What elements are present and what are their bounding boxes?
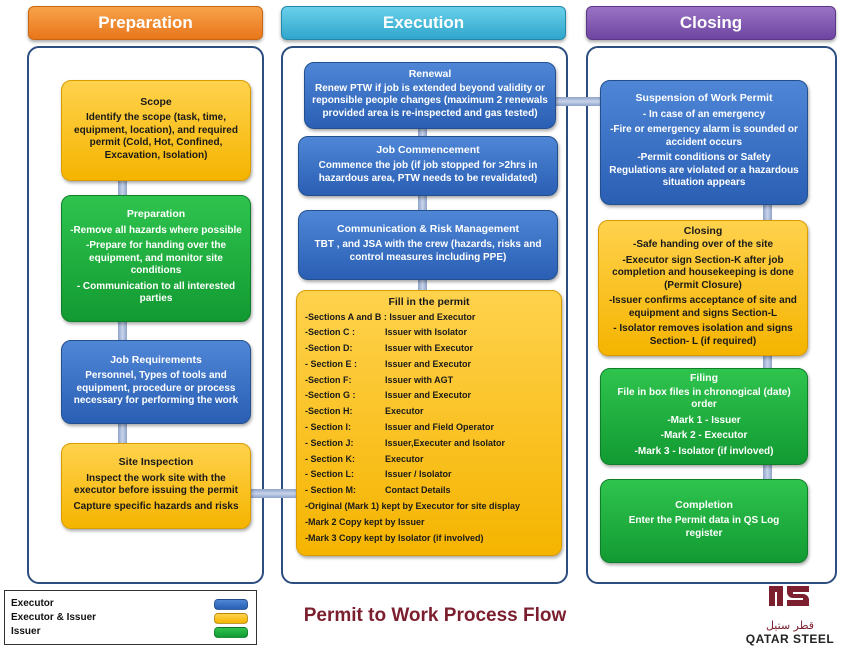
permit-section-row xyxy=(305,325,553,341)
permit-section-row xyxy=(305,341,553,357)
logo-arabic-text: قطر ستيل xyxy=(765,619,815,632)
scope-box xyxy=(61,80,251,181)
permit-section-list xyxy=(305,310,553,500)
permit-section-row xyxy=(305,310,553,326)
job-requirements-text: Personnel, Types of tools and equipment, procedure or process necessary for performing the work xyxy=(73,370,239,406)
closing-line: -Executor sign Section-K after job completion and housekeeping is done (Permit Closure) xyxy=(612,254,794,291)
filing-line: -Mark 3 - Isolator (if invloved) xyxy=(634,445,774,457)
scope-title: Scope xyxy=(140,95,172,108)
preparation-header: Preparation xyxy=(28,6,263,40)
permit-section-owner: Executor xyxy=(385,406,424,417)
permit-section-owner: Issuer,Executer and Isolator xyxy=(385,437,506,448)
permit-section-label: - Section J: xyxy=(305,437,354,448)
suspension-line: - In case of an emergency xyxy=(642,108,766,120)
permit-section-label: - Section I: xyxy=(305,422,352,433)
permit-section-owner: Issuer and Executor xyxy=(385,390,472,401)
closing-line: -Safe handing over of the site xyxy=(632,239,774,251)
permit-section-owner: Contact Details xyxy=(385,485,451,496)
permit-section-owner: Issuer / Isolator xyxy=(385,469,452,480)
completion-title: Completion xyxy=(675,498,733,511)
site-inspection-title: Site Inspection xyxy=(118,456,194,468)
closing-title: Closing xyxy=(683,224,723,237)
job-requirements-title: Job Requirements xyxy=(110,353,202,366)
filing-box xyxy=(600,368,808,465)
job-requirements-box xyxy=(61,340,251,424)
permit-copy-note: -Original (Mark 1) kept by Executor for site display xyxy=(305,501,521,512)
preparation-line: -Remove all hazards where possible xyxy=(70,224,242,236)
permit-section-row xyxy=(305,357,553,373)
permit-section-owner: Issuer and Field Operator xyxy=(385,422,495,433)
fill-permit-title: Fill in the permit xyxy=(388,296,470,308)
communication-risk-box xyxy=(298,210,558,280)
permit-section-owner: Issuer and Executor xyxy=(385,358,472,369)
renewal-text: Renew PTW if job is extended beyond validity or reponsible people changes (maximum 2 renewals provided area is re-inspected and gas tested) xyxy=(312,82,548,119)
suspension-box xyxy=(600,80,808,205)
suspension-line: -Permit conditions or Safety Regulations are violated or a hazardous situation appears xyxy=(609,152,799,189)
renewal-box xyxy=(304,62,556,129)
preparation-box xyxy=(61,195,251,322)
permit-section-row xyxy=(305,420,553,436)
site-inspection-box xyxy=(61,443,251,529)
site-inspection-line: Inspect the work site with the executor before issuing the permit xyxy=(74,472,238,496)
completion-text: Enter the Permit data in QS Log register xyxy=(628,515,780,539)
permit-section-label: -Section D: xyxy=(305,343,353,354)
job-commencement-box xyxy=(298,136,558,196)
permit-section-label: -Section G : xyxy=(305,390,356,401)
communication-risk-title: Communication & Risk Management xyxy=(336,222,520,235)
legend-label-issuer: Issuer xyxy=(11,626,41,637)
permit-section-label: -Section H: xyxy=(305,406,353,417)
permit-section-label: -Section C : xyxy=(305,327,356,338)
fill-permit-box xyxy=(296,290,562,556)
permit-copy-note: -Mark 3 Copy kept by Isolator (if involved) xyxy=(305,532,484,543)
filing-line: -Mark 1 - Issuer xyxy=(667,414,741,426)
permit-section-row xyxy=(305,436,553,452)
legend-label-executor-issuer: Executor & Issuer xyxy=(11,612,97,623)
closing-line: -Issuer confirms acceptance of site and equipment and signs Section-L xyxy=(609,295,797,319)
permit-section-label: - Section L: xyxy=(305,469,354,480)
permit-section-label: - Section M: xyxy=(305,485,356,496)
permit-section-row xyxy=(305,483,553,499)
permit-section-owner: Issuer with AGT xyxy=(385,374,454,385)
closing-header: Closing xyxy=(586,6,836,40)
preparation-line: - Communication to all interested parties xyxy=(76,280,236,305)
completion-box xyxy=(600,479,808,563)
renewal-title: Renewal xyxy=(408,68,452,80)
permit-section-row xyxy=(305,404,553,420)
closing-line: - Isolator removes isolation and signs Section- L (if required) xyxy=(613,323,793,347)
permit-section-row xyxy=(305,452,553,468)
permit-section-owner: Issuer with Isolator xyxy=(385,327,468,338)
legend-swatch-executor-issuer xyxy=(214,613,248,624)
filing-title: Filing xyxy=(690,372,718,384)
permit-section-owner: Executor xyxy=(385,453,424,464)
preparation-line: -Prepare for handing over the equipment, and monitor site conditions xyxy=(85,240,227,277)
permit-section-label: - Section E : xyxy=(305,358,358,369)
execution-header: Execution xyxy=(281,6,566,40)
qatar-steel-logo xyxy=(735,584,845,646)
permit-section-row xyxy=(305,467,553,483)
closing-box xyxy=(598,220,808,356)
logo-mark-icon xyxy=(735,584,845,614)
permit-copy-note: -Mark 2 Copy kept by Issuer xyxy=(305,516,425,527)
site-inspection-line: Capture specific hazards and risks xyxy=(73,500,239,512)
exec-to-closing-connector xyxy=(555,97,605,106)
legend xyxy=(4,590,257,645)
permit-section-row xyxy=(305,388,553,404)
permit-section-owner: Issuer and Executor xyxy=(389,311,476,322)
legend-swatch-issuer xyxy=(214,627,248,638)
legend-label-executor: Executor xyxy=(11,598,54,609)
filing-line: File in box files in chronogical (date) order xyxy=(617,386,791,410)
filing-line: -Mark 2 - Executor xyxy=(660,430,748,441)
suspension-title: Suspension of Work Permit xyxy=(635,92,773,105)
permit-section-label: -Sections A and B : xyxy=(305,311,387,322)
communication-risk-text: TBT , and JSA with the crew (hazards, risks and control measures including PPE) xyxy=(314,239,542,263)
job-commencement-text: Commence the job (if job stopped for >2hrs in hazardous area, PTW needs to be revalidated) xyxy=(318,160,538,184)
logo-text: QATAR STEEL xyxy=(745,632,835,646)
legend-swatch-executor xyxy=(214,599,248,610)
permit-section-row xyxy=(305,373,553,389)
permit-section-owner: Issuer with Executor xyxy=(385,343,474,354)
scope-text: Identify the scope (task, time, equipment, location), and required permit (Cold, Hot, Confined, Excavation, Isolation) xyxy=(74,112,238,161)
permit-section-label: - Section K: xyxy=(305,453,356,464)
prep-to-exec-connector xyxy=(250,489,300,498)
suspension-line: -Fire or emergency alarm is sounded or accident occurs xyxy=(610,124,798,148)
diagram-title: Permit to Work Process Flow xyxy=(303,605,567,626)
preparation-title: Preparation xyxy=(126,208,186,221)
permit-section-label: -Section F: xyxy=(305,374,352,385)
job-commencement-title: Job Commencement xyxy=(376,143,480,156)
